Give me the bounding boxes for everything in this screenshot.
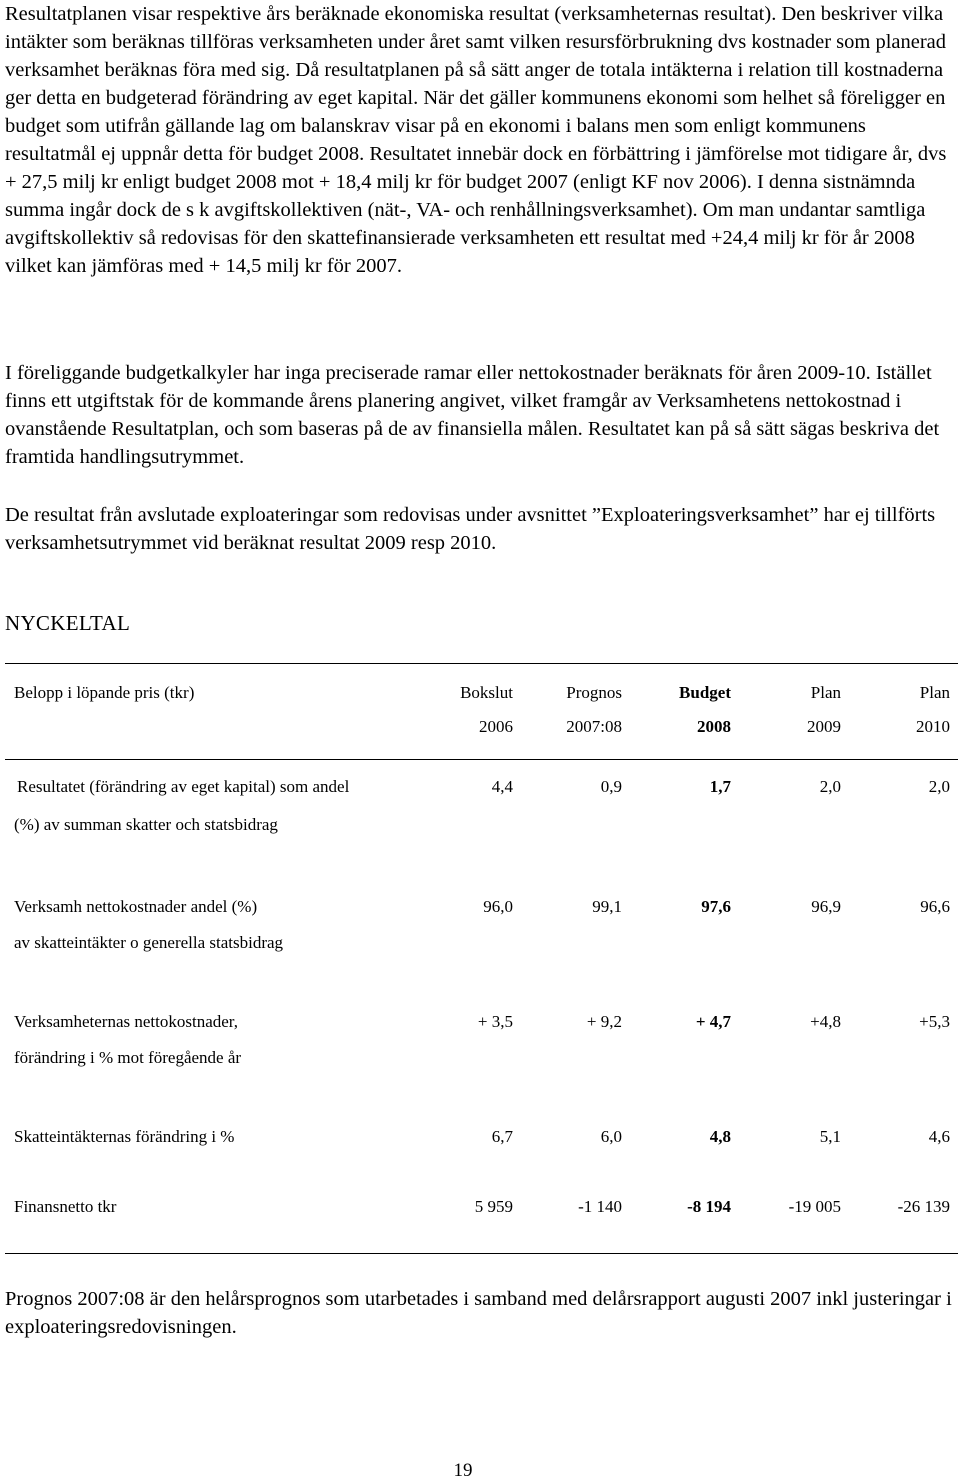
- value-2009: 96,9: [811, 897, 841, 916]
- value-2006: 5 959: [474, 1197, 513, 1216]
- value-2007-08: + 9,2: [586, 1012, 622, 1031]
- value-2006: + 3,5: [477, 1012, 513, 1031]
- value-2008: -8 194: [687, 1197, 731, 1216]
- value-2008: + 4,7: [695, 1012, 731, 1031]
- section-heading: NYCKELTAL: [5, 611, 131, 635]
- table-top-rule: [5, 663, 958, 664]
- column-year-2009: 2009: [807, 717, 841, 736]
- value-2007-08: 6,0: [600, 1127, 622, 1146]
- value-2010: +5,3: [919, 1012, 950, 1031]
- value-2010: 96,6: [920, 897, 950, 916]
- column-header-budget: Budget: [679, 683, 731, 702]
- paragraph-budgetkalkyler: I föreliggande budgetkalkyler har inga preciserade ramar eller nettokostnader beräknats för åren 2009-10. Istället finns ett utgiftstak för de kommande årens planering angivet, vilket framgår av Verksamhetens nettokostnad i ovanstående Resultatplan, och som baseras på de av finansiella målen. Resultatet kan på så sätt sägas beskriva det framtida handlingsutrymmet.: [5, 362, 940, 468]
- value-2006: 6,7: [491, 1127, 513, 1146]
- table-bottom-rule: [5, 1253, 958, 1254]
- column-year-2010: 2010: [916, 717, 950, 736]
- row-label: Verksamh nettokostnader andel (%): [14, 897, 258, 916]
- footnote: Prognos 2007:08 är den helårsprognos som utarbetades i samband med delårsrapport augusti 2007 inkl justeringar i exploateringsredovisningen.: [5, 1288, 952, 1338]
- column-year-2006: 2006: [479, 717, 513, 736]
- paragraph-resultatplan: Resultatplanen visar respektive års beräknade ekonomiska resultat (verksamheternas resultat). Den beskriver vilka intäkter som beräknas tillföras verksamheten under året samt vilken resursförbrukning dvs kostnader som planerad verksamhet beräknas föra med sig. Då resultatplanen på så sätt anger de totala intäkterna i relation till kostnaderna ger detta en budgeterad förändring av eget kapital. När det gäller kommunens ekonomi som helhet så föreligger en budget som utifrån gällande lag om balanskrav visar på en ekonomi i balans men som enligt kommunens resultatmål ej uppnår detta för budget 2008. Resultatet innebär dock en förbättring i jämförelse mot tidigare år, dvs + 27,5 milj kr enligt budget 2008 mot + 18,4 milj kr för budget 2007 (enligt KF nov 2006). I denna sistnämnda summa ingår dock de s k avgiftskollektiven (nät-, VA- och renhållningsverksamhet). Om man undantar samtliga avgiftskollektiv så redovisas för den skattefinansierade verksamheten ett resultat med +24,4 milj kr för år 2008 vilket kan jämföras med + 14,5 milj kr för 2007.: [5, 3, 947, 277]
- row-label: Verksamheternas nettokostnader,: [14, 1012, 239, 1031]
- value-2009: 2,0: [819, 777, 841, 796]
- value-2006: 4,4: [491, 777, 513, 796]
- page-number: 19: [453, 1460, 473, 1481]
- value-2009: 5,1: [819, 1127, 841, 1146]
- value-2010: -26 139: [897, 1197, 950, 1216]
- column-header-plan-2009: Plan: [810, 683, 841, 702]
- column-header-plan-2010: Plan: [919, 683, 950, 702]
- column-header-bokslut: Bokslut: [460, 683, 513, 702]
- row-label-continued: av skatteintäkter o generella statsbidrag: [14, 933, 284, 952]
- row-label-continued: (%) av summan skatter och statsbidrag: [14, 815, 278, 834]
- value-2010: 2,0: [928, 777, 950, 796]
- value-2007-08: -1 140: [578, 1197, 622, 1216]
- value-2006: 96,0: [483, 897, 513, 916]
- table-header-label: Belopp i löpande pris (tkr): [14, 683, 195, 702]
- value-2007-08: 0,9: [600, 777, 622, 796]
- paragraph-exploateringar: De resultat från avslutade exploateringar som redovisas under avsnittet ”Exploateringsverksamhet” har ej tillförts verksamhetsutrymmet vid beräknat resultat 2009 resp 2010.: [5, 504, 936, 554]
- column-year-2008: 2008: [697, 717, 731, 736]
- column-header-prognos: Prognos: [566, 683, 622, 702]
- value-2007-08: 99,1: [592, 897, 622, 916]
- value-2009: +4,8: [810, 1012, 841, 1031]
- value-2010: 4,6: [928, 1127, 950, 1146]
- row-label: Skatteintäkternas förändring i %: [14, 1127, 235, 1146]
- table-header-rule: [5, 759, 958, 760]
- value-2008: 1,7: [709, 777, 731, 796]
- row-label: Finansnetto tkr: [14, 1197, 117, 1216]
- value-2009: -19 005: [788, 1197, 841, 1216]
- column-year-2007-08: 2007:08: [566, 717, 622, 736]
- value-2008: 4,8: [709, 1127, 731, 1146]
- value-2008: 97,6: [701, 897, 731, 916]
- row-label-continued: förändring i % mot föregående år: [14, 1048, 242, 1067]
- row-label: Resultatet (förändring av eget kapital) som andel: [17, 777, 350, 796]
